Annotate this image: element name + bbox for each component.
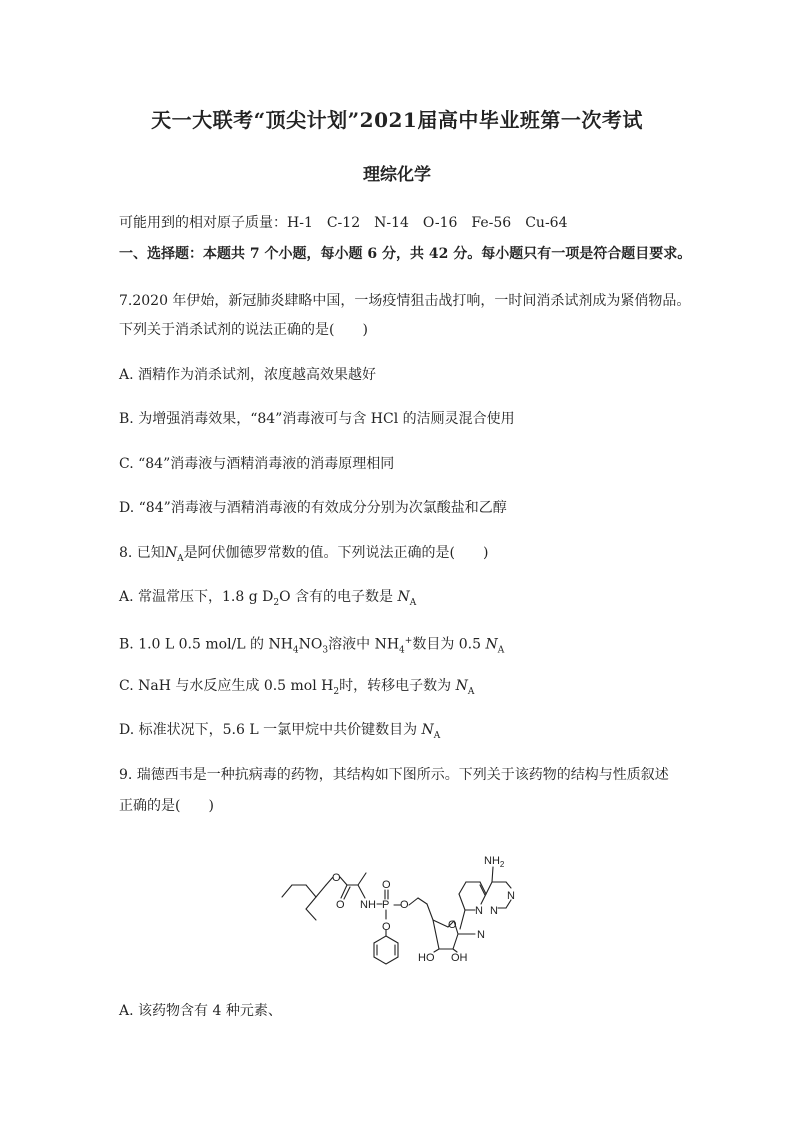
label-o6: O <box>448 919 457 931</box>
label-o5: O <box>382 921 391 933</box>
q8-b-sup: + <box>404 636 413 646</box>
q9-stem-line2: 正确的是( ) <box>119 798 214 814</box>
label-nh2-main: NH <box>484 855 500 867</box>
avogadro-sub: A <box>467 686 475 697</box>
q8-c-sub: 2 <box>333 686 340 697</box>
q8-d-pre: D. 标准状况下，5.6 L 一氯甲烷中共价键数目为 <box>119 722 422 738</box>
label-o2: O <box>336 899 345 911</box>
subject-title: 理综化学 <box>363 165 431 185</box>
q9-option-a: A. 该药物含有 4 种元素、 <box>119 1003 282 1019</box>
label-o3: O <box>382 879 391 891</box>
q8-stem <box>119 544 489 568</box>
avogadro-symbol: N <box>164 545 178 561</box>
label-nh2-sub: 2 <box>499 860 505 869</box>
label-p: P <box>382 899 390 911</box>
avogadro-sub: A <box>177 553 184 564</box>
avogadro-sub: A <box>409 597 417 608</box>
q8-a-sub: 2 <box>273 597 280 608</box>
avogadro-symbol: N <box>421 722 434 738</box>
label-n1: N <box>475 905 483 917</box>
q8-b-post: 数目为 0.5 <box>412 636 486 653</box>
q7-stem-line2: 下列关于消杀试剂的说法正确的是( ) <box>119 322 368 338</box>
q8-option-d <box>119 721 440 745</box>
q8-option-b <box>119 632 504 659</box>
label-nh: NH <box>360 899 376 911</box>
avogadro-symbol: N <box>455 678 468 694</box>
label-ho: HO <box>418 952 435 964</box>
q8-b-sub3: 4 <box>399 645 405 656</box>
avogadro-symbol: N <box>485 636 498 653</box>
atomic-masses: 可能用到的相对原子质量：H-1 C-12 N-14 O-16 Fe-56 Cu-64 <box>119 215 568 231</box>
label-n2: N <box>490 905 498 917</box>
q8-stem-pre: 8. 已知 <box>119 545 165 561</box>
q8-stem-post: 是阿伏伽德罗常数的值。下列说法正确的是( ) <box>183 545 489 561</box>
label-o4: O <box>400 899 409 911</box>
label-n3: N <box>507 890 515 902</box>
q8-option-a <box>119 588 416 612</box>
q8-b-sub1: 4 <box>292 645 299 656</box>
avogadro-sub: A <box>497 645 505 656</box>
label-cn: N <box>477 929 485 941</box>
exam-title: 天一大联考“顶尖计划”2021届高中毕业班第一次考试 <box>151 108 643 132</box>
label-nh2 <box>484 855 505 869</box>
remdesivir-structure <box>276 848 526 970</box>
q8-c-post: 时，转移电子数为 <box>339 678 456 694</box>
q8-b-mid2: 溶液中 NH <box>328 636 400 653</box>
q7-stem-line1: 7.2020 年伊始，新冠肺炎肆略中国，一场疫情狙击战打响，一时间消杀试剂成为紧俏物品。 <box>119 293 691 309</box>
q7-option-b: B. 为增强消毒效果，“84”消毒液可与含 HCl 的洁厕灵混合使用 <box>119 411 515 427</box>
q8-b-sub2: 3 <box>322 645 329 656</box>
label-oh: OH <box>451 952 468 964</box>
q7-option-c: C. “84”消毒液与酒精消毒液的消毒原理相同 <box>119 456 395 472</box>
q9-stem-line1: 9. 瑞德西韦是一种抗病毒的药物，其结构如下图所示。下列关于该药物的结构与性质叙述 <box>119 767 669 783</box>
section-heading: 一、选择题：本题共 7 个小题，每小题 6 分，共 42 分。每小题只有一项是符合题目要求。 <box>119 246 692 262</box>
q8-b-mid1: NO <box>298 636 323 653</box>
q8-option-c <box>119 677 474 701</box>
label-o1: O <box>332 872 341 884</box>
q7-option-a: A. 酒精作为消杀试剂，浓度越高效果越好 <box>119 367 377 383</box>
q8-c-pre: C. NaH 与水反应生成 0.5 mol H <box>119 678 334 694</box>
avogadro-symbol: N <box>397 589 410 605</box>
avogadro-sub: A <box>433 730 441 741</box>
q8-b-pre: B. 1.0 L 0.5 mol/L 的 NH <box>119 636 293 653</box>
q8-a-pre: A. 常温常压下，1.8 g D <box>119 589 274 605</box>
q7-option-d: D. “84”消毒液与酒精消毒液的有效成分分别为次氯酸盐和乙醇 <box>119 500 507 516</box>
q8-a-post: O 含有的电子数是 <box>279 589 398 605</box>
